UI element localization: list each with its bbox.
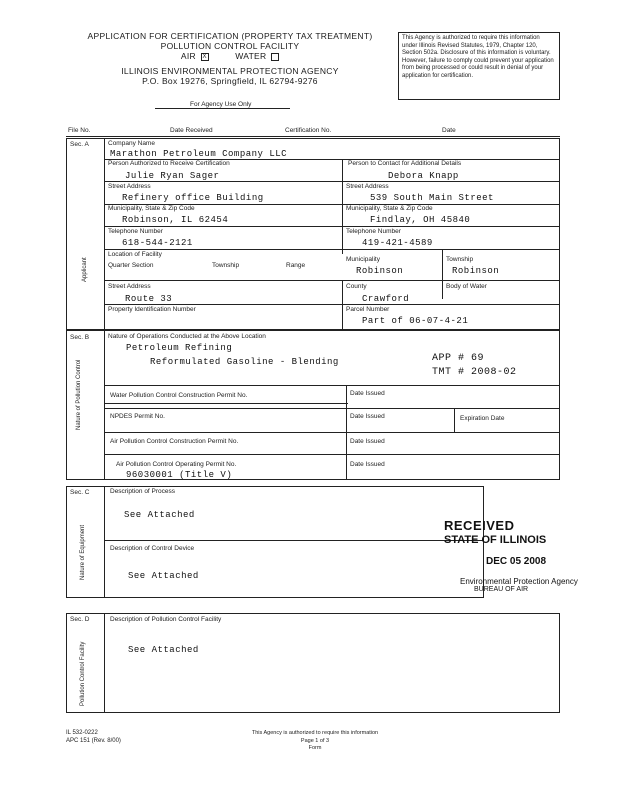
auth-person-label: Person Authorized to Receive Certification [108, 160, 230, 167]
phone2-value: 419-421-4589 [362, 238, 433, 248]
file-no-label: File No. [68, 127, 91, 134]
city-label: Municipality, State & Zip Code [108, 205, 195, 212]
tmt-number: TMT # 2008-02 [432, 367, 517, 378]
water-label: WATER [235, 51, 267, 61]
stamp-received: RECEIVED [444, 518, 515, 533]
county-label: County [346, 283, 367, 290]
city-value: Robinson, IL 62454 [122, 215, 229, 225]
pcf-desc-label: Description of Pollution Control Facility [110, 616, 222, 623]
body-water-label: Body of Water [446, 283, 487, 290]
section-c-side-label: Nature of Equipment [80, 524, 86, 580]
township-col-label: Township [212, 262, 240, 269]
contact-value: Debora Knapp [388, 171, 459, 181]
contact-label: Person to Contact for Additional Details [348, 160, 462, 167]
date-issued-4: Date Issued [350, 461, 385, 468]
air-construct-label: Air Pollution Control Construction Permit No. [110, 438, 239, 445]
agency-name: ILLINOIS ENVIRONMENTAL PROTECTION AGENCY [121, 66, 339, 76]
form-header [80, 31, 380, 86]
control-desc-value: See Attached [128, 571, 199, 581]
received-stamp [444, 518, 584, 614]
street-label: Street Address [108, 183, 151, 190]
section-c [66, 486, 484, 598]
municipality-value: Robinson [356, 266, 404, 276]
company-name-label: Company Name [108, 140, 155, 147]
process-desc-value: See Attached [124, 510, 195, 520]
process-desc-label: Description of Process [110, 488, 176, 495]
date-issued-1: Date Issued [350, 390, 385, 397]
footer-page: Page 1 of 3 [300, 738, 330, 744]
footer-note: This Agency is authorized to require this information [251, 730, 379, 736]
section-c-label: Sec. C [70, 489, 90, 496]
form-number: IL 532-0222 [66, 730, 98, 736]
township-value: Robinson [452, 266, 500, 276]
municipality-label: Municipality [346, 256, 380, 263]
location-label: Location of Facility [108, 251, 162, 258]
agency-use-label: For Agency Use Only [190, 101, 252, 108]
section-d-side-label: Pollution Control Facility [80, 641, 86, 706]
nature-value-2: Reformulated Gasoline - Blending [150, 357, 339, 367]
water-checkbox[interactable] [271, 53, 279, 61]
air-checkbox[interactable]: X [202, 53, 207, 60]
footer-form: Form [308, 745, 322, 751]
section-b-side-label: Nature of Pollution Control [76, 359, 82, 430]
header-title: APPLICATION FOR CERTIFICATION (PROPERTY TAX TREATMENT) [87, 31, 373, 41]
phone2-label: Telephone Number [346, 228, 401, 235]
water-permit-label: Water Pollution Control Construction Permit No. [110, 392, 248, 399]
form-revision: APC 151 (Rev. 8/00) [66, 738, 121, 744]
pcf-desc-value: See Attached [128, 645, 199, 655]
street-loc-label: Street Address [108, 283, 151, 290]
date-received-label: Date Received [170, 127, 213, 134]
parcel-label-2: Parcel Number [346, 306, 390, 313]
stamp-state: STATE OF ILLINOIS [444, 534, 547, 546]
street-value: Refinery office Building [122, 193, 264, 203]
section-a-label: Sec. A [70, 141, 89, 148]
range-label: Range [286, 262, 306, 269]
section-d [66, 613, 560, 713]
header-type-row [80, 51, 380, 61]
section-b-label: Sec. B [70, 334, 90, 341]
air-operate-value: 96030001 (Title V) [126, 470, 233, 480]
company-name-value: Marathon Petroleum Company LLC [110, 149, 288, 159]
certification-no-label: Certification No. [285, 127, 332, 134]
county-value: Crawford [362, 294, 410, 304]
stamp-agency: Environmental Protection Agency [460, 577, 578, 586]
parcel-value: Part of 06-07-4-21 [362, 316, 469, 326]
date-label: Date [442, 127, 456, 134]
street2-label: Street Address [346, 183, 389, 190]
nature-value-1: Petroleum Refining [126, 343, 233, 353]
parcel-label: Property Identification Number [108, 306, 196, 313]
section-d-label: Sec. D [70, 616, 90, 623]
privacy-notice: This Agency is authorized to require this information under Illinois Revised Statutes, 1979, Chapter 120, Section 502a. Disclosure of this information is voluntary. However, failure to comply could prevent your application from being processed or could result in denial of your application for certification. [398, 32, 560, 100]
control-desc-label: Description of Control Device [110, 545, 195, 552]
phone-label: Telephone Number [108, 228, 163, 235]
air-label: AIR [180, 51, 196, 61]
stamp-bureau: BUREAU OF AIR [474, 586, 529, 593]
city2-value: Findlay, OH 45840 [370, 215, 471, 225]
agency-address: P.O. Box 19276, Springfield, IL 62794-9276 [142, 76, 318, 86]
street2-value: 539 South Main Street [370, 193, 494, 203]
expiration-label: Expiration Date [460, 415, 505, 422]
section-a-side-label: Applicant [82, 257, 88, 282]
date-issued-3: Date Issued [350, 438, 385, 445]
quarter-label: Quarter Section [108, 262, 154, 269]
header-subtitle: POLLUTION CONTROL FACILITY [160, 41, 300, 51]
date-issued-2: Date Issued [350, 413, 385, 420]
auth-person-value: Julie Ryan Sager [125, 171, 220, 181]
air-operate-label: Air Pollution Control Operating Permit No. [116, 461, 237, 468]
township-label: Township [446, 256, 474, 263]
street-loc-value: Route 33 [125, 294, 173, 304]
city2-label: Municipality, State & Zip Code [346, 205, 433, 212]
phone-value: 618-544-2121 [122, 238, 193, 248]
stamp-date: DEC 05 2008 [486, 556, 547, 567]
npdes-label: NPDES Permit No. [110, 413, 165, 420]
nature-label: Nature of Operations Conducted at the Above Location [108, 333, 266, 340]
app-number: APP # 69 [432, 353, 485, 364]
